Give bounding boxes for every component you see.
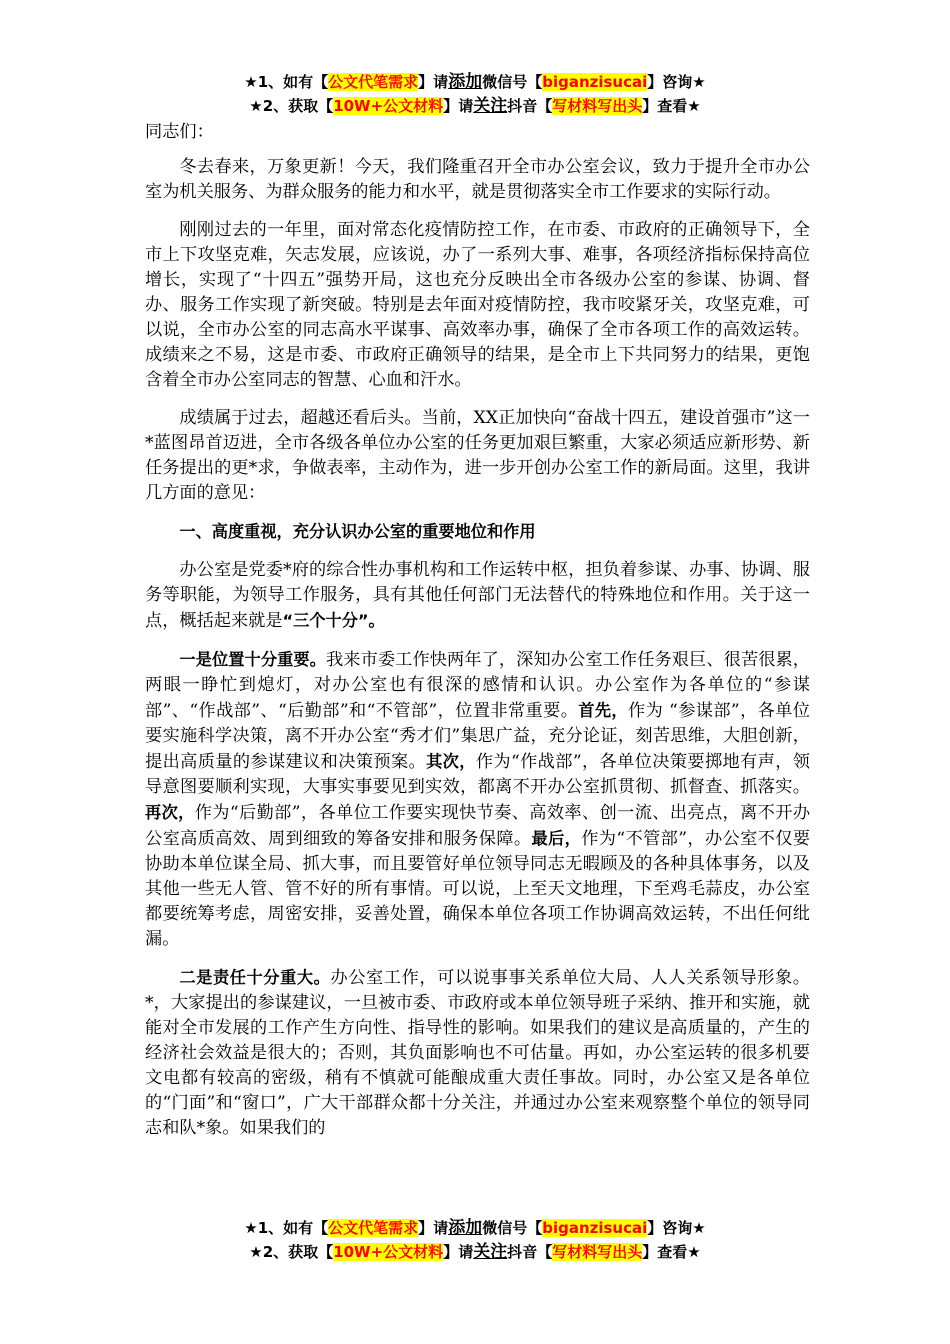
paragraph-text: 作为“作战部”，各单位决策要掷地有声，领导意图要顺利实现，大事实事要见到实效，都离不开办公室抓贯彻、抓督查、抓落实。 xyxy=(145,752,810,797)
promo-text: ★1、如有【 xyxy=(244,73,329,91)
promo-text: 微信号【 xyxy=(482,73,543,91)
promo-line-2 xyxy=(0,1240,950,1264)
bold-marker: 最后， xyxy=(531,829,582,848)
promo-underline: 关注 xyxy=(473,96,508,116)
promo-line-2 xyxy=(0,94,950,118)
bold-marker: 其次， xyxy=(426,752,476,771)
promo-underline: 添加 xyxy=(448,72,483,92)
promo-highlight-wechat: biganzisucai xyxy=(542,73,648,91)
promo-highlight: 10W+公文材料 xyxy=(333,97,444,115)
paragraph-text: 办公室是党委*府的综合性办事机构和工作运转中枢，担负着参谋、办事、协调、服务等职能，为领导工作服务，具有其他任何部门无法替代的特殊地位和作用。关于这一点，概括起来就是 xyxy=(145,560,810,631)
promo-text: 】咨询★ xyxy=(647,73,706,91)
paragraph-text: 办公室工作，可以说事事关系单位大局、人人关系领导形象。*，大家提出的参谋建议，一旦被市委、市政府或本单位领导班子采纳、推开和实施，就能对全市发展的工作产生方向性、指导性的影响。如果我们的建议是高质量的，产生的经济社会效益是很大的；否则，其负面影响也不可估量。再如，办公室运转的很多机要文电都有较高的密级，稍有不慎就可能酿成重大责任事故。同时，办公室又是各单位的“门面”和“窗口”，广大干部群众都十分关注，并通过办公室来观察整个单位的领导同志和队*象。如果我们的 xyxy=(145,968,810,1138)
promo-highlight: 10W+公文材料 xyxy=(333,1243,444,1261)
promo-text: 】查看★ xyxy=(642,1243,701,1261)
promo-highlight-wechat: biganzisucai xyxy=(542,1219,648,1237)
bold-marker: 首先， xyxy=(578,701,629,720)
section-heading-text: 一、高度重视，充分认识办公室的重要地位和作用 xyxy=(179,522,536,541)
document-body xyxy=(145,120,810,1195)
paragraph-position xyxy=(145,647,810,952)
promo-highlight-douyin: 写材料写出头 xyxy=(552,1243,643,1261)
promo-line-1 xyxy=(0,70,950,94)
promo-line-1 xyxy=(0,1216,950,1240)
point-lead: 二是责任十分重大。 xyxy=(179,968,331,987)
promo-text: 】请 xyxy=(443,1243,474,1261)
promo-text: 】咨询★ xyxy=(647,1219,706,1237)
promo-text: 】请 xyxy=(443,97,474,115)
promo-text: 】请 xyxy=(418,1219,449,1237)
paragraph-review: 刚刚过去的一年里，面对常态化疫情防控工作，在市委、市政府的正确领导下，全市上下攻坚克难，矢志发展，应该说，办了一系列大事、难事，各项经济指标保持高位增长，实现了“十四五”强势开局，这也充分反映出全市各级办公室的参谋、协调、督办、服务工作实现了新突破。特别是去年面对疫情防控，我市咬紧牙关，攻坚克难，可以说，全市办公室的同志高水平谋事、高效率办事，确保了全市各项工作的高效运转。成绩来之不易，这是市委、市政府正确领导的结果，是全市上下共同努力的结果，更饱含着全市办公室同志的智慧、心血和汗水。 xyxy=(145,220,810,390)
paragraph-responsibility xyxy=(145,965,810,1141)
bold-phrase: “三个十分”。 xyxy=(282,611,385,630)
promo-text: 抖音【 xyxy=(507,97,553,115)
promo-banner-bottom xyxy=(0,1216,950,1264)
promo-underline: 添加 xyxy=(448,1218,483,1238)
promo-text: 微信号【 xyxy=(482,1219,543,1237)
section-heading-1 xyxy=(145,519,810,545)
paragraph-text: 作为“不管部”，办公室不仅要协助本单位谋全局、抓大事，而且要管好单位领导同志无暇顾及的各种具体事务，以及其他一些无人管、管不好的所有事情。可以说，上至天文地理，下至鸡毛蒜皮，办公室都要统筹考虑，周密安排，妥善处置，确保本单位各项工作协调高效运转，不出任何纰漏。 xyxy=(145,829,810,949)
promo-text: ★1、如有【 xyxy=(244,1219,329,1237)
promo-text: ★2、获取【 xyxy=(249,1243,334,1261)
promo-text: 】请 xyxy=(418,73,449,91)
salutation: 同志们： xyxy=(145,122,214,142)
promo-highlight: 公文代笔需求 xyxy=(328,1219,419,1237)
promo-text: 】查看★ xyxy=(642,97,701,115)
promo-underline: 关注 xyxy=(473,1242,508,1262)
promo-highlight-douyin: 写材料写出头 xyxy=(552,97,643,115)
paragraph-outlook: 成绩属于过去，超越还看后头。当前，XX正加快向“奋战十四五，建设首强市”这一*蓝图昂首迈进，全市各级各单位办公室的任务更加艰巨繁重，大家必须适应新形势、新任务提出的更*求，争做表率，主动作为，进一步开创办公室工作的新局面。这里，我讲几方面的意见： xyxy=(145,408,810,503)
promo-banner-top xyxy=(0,70,950,118)
promo-text: ★2、获取【 xyxy=(249,97,334,115)
paragraph-office-role xyxy=(145,558,810,634)
paragraph-opening: 冬去春来，万象更新！今天，我们隆重召开全市办公室会议，致力于提升全市办公室为机关服务、为群众服务的能力和水平，就是贯彻落实全市工作要求的实际行动。 xyxy=(145,157,810,202)
document-body-content xyxy=(145,120,810,1195)
paragraph-text: 我来市委工作快两年了，深知办公室工作任务艰巨、很苦很累，两眼一睁忙到熄灯，对办公室也有很深的感情和认识。办公室作为各单位的“参谋部”、“作战部”、“后勤部”和“不管部”，位置非常重要。 xyxy=(145,650,810,721)
promo-text: 抖音【 xyxy=(507,1243,553,1261)
promo-highlight: 公文代笔需求 xyxy=(328,73,419,91)
paragraph-text: 作为“后勤部”，各单位工作要实现快节奏、高效率、创一流、出亮点，离不开办公室高质高效、周到细致的筹备安排和服务保障。 xyxy=(145,803,810,849)
paragraph-text: 作为 “参谋部”，各单位要实施科学决策，离不开办公室“秀才们”集思广益，充分论证，刻苦思维，大胆创新，提出高质量的参谋建议和决策预案。 xyxy=(145,701,810,772)
bold-marker: 再次， xyxy=(145,803,195,822)
point-lead: 一是位置十分重要。 xyxy=(179,650,326,669)
